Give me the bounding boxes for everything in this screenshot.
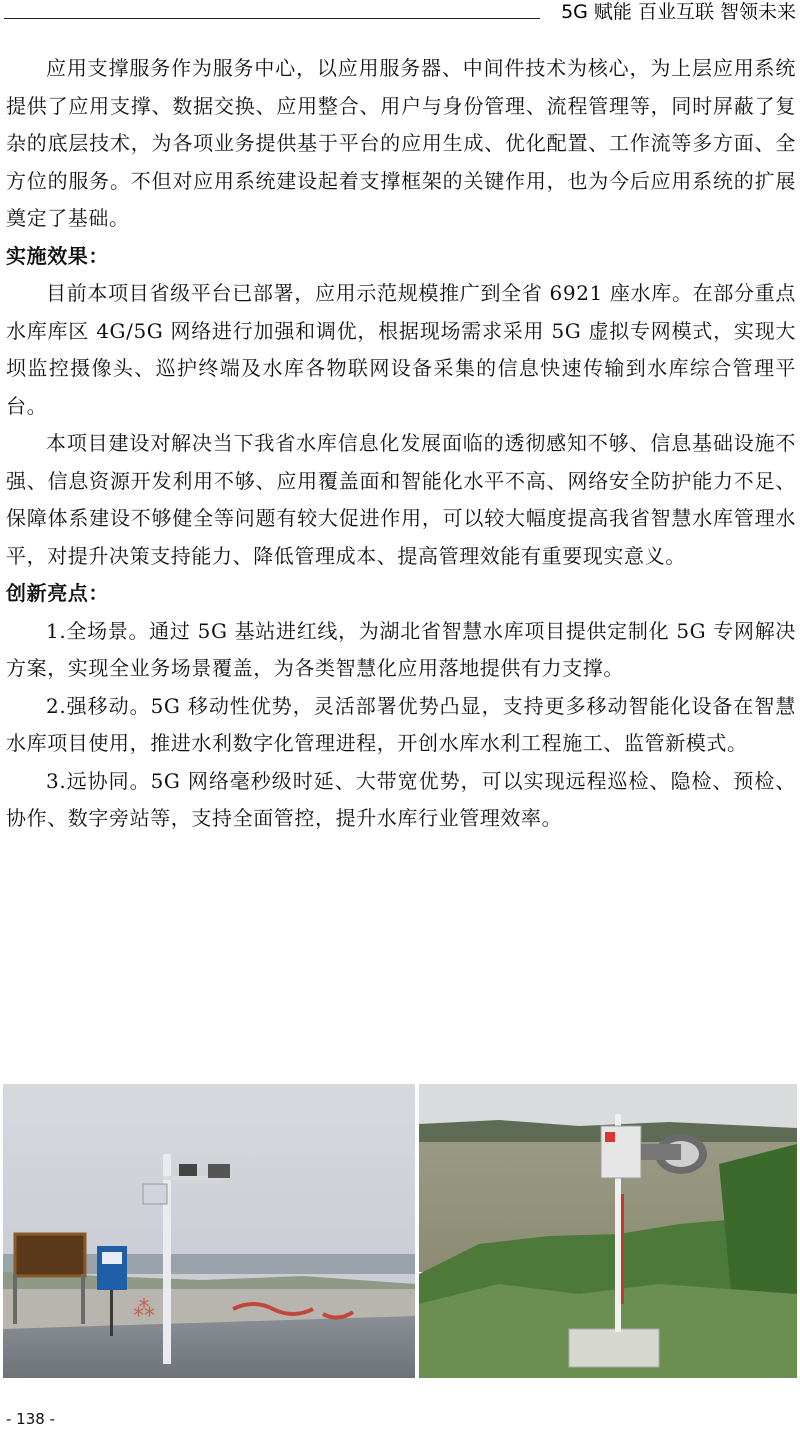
header-title: 5G 赋能 百业互联 智领未来 <box>561 1 796 23</box>
list-item: 1.全场景。通过 5G 基站进红线，为湖北省智慧水库项目提供定制化 5G 专网解决方案，实现全业务场景覆盖，为各类智慧化应用落地提供有力支撑。 <box>6 618 796 680</box>
section-heading-innovation: 创新亮点： <box>6 581 109 605</box>
header-rule <box>4 18 540 19</box>
dam-camera-photo <box>3 1084 415 1378</box>
list-item: 2.强移动。5G 移动性优势，灵活部署优势凸显，支持更多移动智能化设备在智慧水库项目使用，推进水利数字化管理进程，开创水库水利工程施工、监管新模式。 <box>6 693 796 755</box>
page-header <box>4 0 796 26</box>
list-item: 3.远协同。5G 网络毫秒级时延、大带宽优势，可以实现远程巡检、隐检、预检、协作、数字旁站等，支持全面管控，提升水库行业管理效率。 <box>6 768 796 830</box>
body-paragraph: 目前本项目省级平台已部署，应用示范规模推广到全省 6921 座水库。在部分重点水库库区 4G/5G 网络进行加强和调优，根据现场需求采用 5G 虚拟专网模式，实现大坝监控摄像头、巡护终端及水库各物联网设备采集的信息快速传输到水库综合管理平台。 <box>6 281 796 418</box>
body-paragraph: 应用支撑服务作为服务中心，以应用服务器、中间件技术为核心，为上层应用系统提供了应用支撑、数据交换、应用整合、用户与身份管理、流程管理等，同时屏蔽了复杂的底层技术，为各项业务提供基于平台的应用生成、优化配置、工作流等多方面、全方位的服务。不但对应用系统建设起着支撑框架的关键作用，也为今后应用系统的扩展奠定了基础。 <box>6 56 796 230</box>
document-body <box>6 50 796 838</box>
svg-text:⁂: ⁂ <box>133 1297 155 1322</box>
body-paragraph: 本项目建设对解决当下我省水库信息化发展面临的透彻感知不够、信息基础设施不强、信息资源开发利用不够、应用覆盖面和智能化水平不高、网络安全防护能力不足、保障体系建设不够健全等问题有较大促进作用，可以较大幅度提高我省智慧水库管理水平，对提升决策支持能力、降低管理成本、提高管理效能有重要现实意义。 <box>6 431 796 568</box>
photo-strip <box>3 1084 797 1378</box>
section-heading-implementation: 实施效果： <box>6 243 109 268</box>
riverside-speaker-photo <box>419 1084 797 1378</box>
page-number: - 138 - <box>6 1410 55 1428</box>
